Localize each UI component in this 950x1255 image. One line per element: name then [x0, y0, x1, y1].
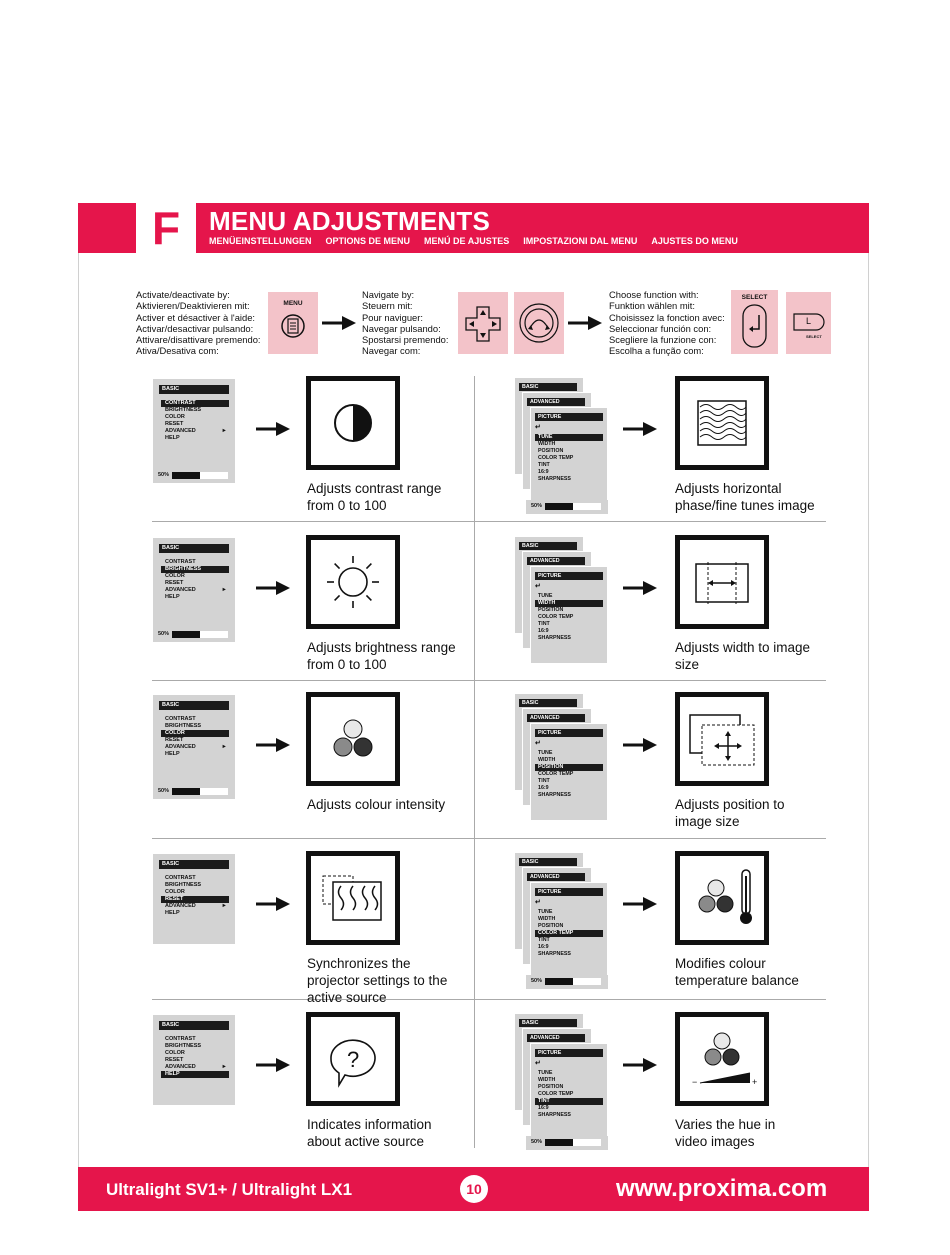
- instruction-line: Choisissez la fonction avec:: [609, 311, 725, 323]
- color-circles-icon: [311, 697, 395, 781]
- description-line: size: [675, 657, 700, 672]
- submenu-arrow-icon: ►: [221, 587, 227, 593]
- joystick-key: [514, 292, 564, 354]
- description: [307, 955, 447, 1006]
- menu-item: [161, 1057, 229, 1064]
- menu-item: [161, 737, 229, 744]
- instruction-line: Seleccionar función con:: [609, 322, 712, 334]
- menu-title: PICTURE: [535, 413, 603, 421]
- menu-title: ADVANCED: [527, 714, 585, 722]
- level-label: 50%: [158, 472, 170, 478]
- level-bar: [153, 785, 235, 799]
- menu-item: [161, 910, 229, 917]
- menu-item: [161, 573, 229, 580]
- menu-item: TINT: [538, 937, 550, 943]
- svg-text:+: +: [752, 1077, 758, 1087]
- choose-instructions: [609, 289, 725, 357]
- back-arrow-icon: ↵: [535, 899, 541, 906]
- column-divider: [474, 376, 475, 1148]
- menu-item: [161, 744, 229, 751]
- menu-item-label: COLOR: [165, 573, 185, 579]
- arrow-icon: [623, 581, 657, 595]
- instruction-line: Attivare/disattivare premendo:: [136, 334, 261, 346]
- menu-item: POSITION: [538, 448, 564, 454]
- illustration-box: [675, 851, 769, 945]
- menu-item: SHARPNESS: [538, 635, 571, 641]
- subtitle-fr: OPTIONS DE MENU: [325, 236, 411, 246]
- menu-item: POSITION: [538, 1084, 564, 1090]
- menu-item: TUNE: [538, 909, 553, 915]
- description: [675, 480, 815, 514]
- menu-item-label: BRIGHTNESS: [165, 723, 202, 729]
- menu-item-label: CONTRAST: [165, 400, 196, 406]
- menu-item: SHARPNESS: [538, 476, 571, 482]
- level-fill: [545, 978, 573, 985]
- menu-page: [530, 566, 608, 664]
- subtitle-pt: AJUSTES DO MENU: [651, 236, 738, 246]
- menu-item-label: ADVANCED: [165, 744, 196, 750]
- level-bar: [526, 1136, 608, 1150]
- level-label: 50%: [158, 631, 170, 637]
- menu-title: BASIC: [519, 1019, 577, 1027]
- remote-select-label: SELECT: [806, 334, 822, 339]
- back-arrow-icon: ↵: [535, 1060, 541, 1067]
- row-divider: [152, 999, 826, 1000]
- menu-item-label: HELP: [165, 910, 180, 916]
- level-fill: [545, 503, 573, 510]
- menu-item: [161, 414, 229, 421]
- menu-items: [161, 559, 229, 601]
- menu-item-label: CONTRAST: [165, 1036, 196, 1042]
- description: [307, 639, 456, 673]
- level-bar: [153, 628, 235, 642]
- menu-item: TINT: [538, 778, 550, 784]
- description-line: Adjusts horizontal: [675, 481, 782, 496]
- menu-item: [161, 716, 229, 723]
- row-divider: [152, 521, 826, 522]
- basic-menu-osd: [153, 379, 235, 469]
- advanced-menu-osd: [514, 693, 610, 803]
- sync-icon: [311, 856, 395, 940]
- tint-icon: [680, 1017, 764, 1101]
- submenu-arrow-icon: ►: [221, 903, 227, 909]
- illustration-box: [306, 376, 400, 470]
- menu-item: [161, 1071, 229, 1078]
- menu-item: COLOR TEMP: [538, 1091, 574, 1097]
- menu-item-label: BRIGHTNESS: [165, 882, 202, 888]
- menu-item: [161, 1050, 229, 1057]
- arrow-icon: [623, 1058, 657, 1072]
- menu-title: BASIC: [159, 1021, 229, 1030]
- menu-item: WIDTH: [538, 916, 556, 922]
- menu-item: TINT: [538, 621, 550, 627]
- menu-button-icon: [268, 292, 318, 354]
- menu-item-label: BRIGHTNESS: [165, 1043, 202, 1049]
- instruction-line: Funktion wählen mit:: [609, 300, 695, 312]
- remote-select-key: [786, 292, 831, 354]
- description: [675, 796, 785, 830]
- svg-text:−: −: [692, 1077, 698, 1087]
- product-name: Ultralight SV1+ / Ultralight LX1: [106, 1180, 353, 1199]
- menu-item: COLOR TEMP: [538, 455, 574, 461]
- menu-item-label: ADVANCED: [165, 903, 196, 909]
- instruction-line: Spostarsi premendo:: [362, 334, 449, 346]
- level-track: [172, 631, 228, 638]
- menu-item: POSITION: [535, 764, 603, 771]
- menu-page: [530, 723, 608, 821]
- menu-item: SHARPNESS: [538, 792, 571, 798]
- menu-item: [161, 1043, 229, 1050]
- menu-title: PICTURE: [535, 1049, 603, 1057]
- description-line: about active source: [307, 1134, 425, 1149]
- instruction-line: Activar/desactivar pulsando:: [136, 322, 254, 334]
- menu-item: [161, 400, 229, 407]
- advanced-menu-osd: [514, 852, 610, 962]
- level-track: [172, 788, 228, 795]
- menu-item: POSITION: [538, 607, 564, 613]
- thermometer-icon: [680, 856, 764, 940]
- arrow-icon: [256, 422, 290, 436]
- submenu-arrow-icon: ►: [221, 1064, 227, 1070]
- contrast-icon: [311, 381, 395, 465]
- menu-item: WIDTH: [538, 441, 556, 447]
- menu-item: [161, 882, 229, 889]
- arrow-icon: [256, 1058, 290, 1072]
- description: [675, 955, 799, 989]
- menu-item-label: ADVANCED: [165, 428, 196, 434]
- menu-item: [161, 587, 229, 594]
- description: [307, 1116, 432, 1150]
- arrow-icon: [623, 422, 657, 436]
- activate-instructions: [136, 289, 261, 357]
- submenu-arrow-icon: ►: [221, 744, 227, 750]
- menu-item-label: RESET: [165, 737, 184, 743]
- menu-item-label: RESET: [165, 421, 184, 427]
- dpad-icon: [458, 292, 508, 354]
- description: [675, 1116, 775, 1150]
- menu-item: [161, 435, 229, 442]
- arrow-icon: [256, 897, 290, 911]
- row-divider: [152, 680, 826, 681]
- description-line: Indicates information: [307, 1117, 432, 1132]
- sun-icon: [311, 540, 395, 624]
- menu-items: [535, 424, 603, 483]
- width-icon: [680, 540, 764, 624]
- description-line: video images: [675, 1134, 755, 1149]
- menu-title: ADVANCED: [527, 1034, 585, 1042]
- menu-item: [161, 566, 229, 573]
- description-line: Adjusts colour intensity: [307, 797, 446, 812]
- menu-item: [161, 594, 229, 601]
- menu-item: 16:9: [538, 628, 549, 634]
- level-label: 50%: [531, 978, 543, 984]
- menu-title: PICTURE: [535, 729, 603, 737]
- menu-item: [161, 1064, 229, 1071]
- menu-item-label: HELP: [165, 751, 180, 757]
- level-label: 50%: [531, 1139, 543, 1145]
- level-bar: [153, 469, 235, 483]
- instruction-line: Activate/deactivate by:: [136, 289, 230, 300]
- menu-item-label: RESET: [165, 1057, 184, 1063]
- level-fill: [172, 631, 200, 638]
- basic-menu-osd: [153, 1015, 235, 1105]
- level-track: [545, 1139, 601, 1146]
- menu-item: SHARPNESS: [538, 951, 571, 957]
- menu-title: BASIC: [519, 383, 577, 391]
- joystick-icon: [514, 292, 564, 354]
- menu-item: 16:9: [538, 785, 549, 791]
- position-icon: [680, 697, 764, 781]
- subtitle-de: MENÜEINSTELLUNGEN: [209, 236, 312, 246]
- arrow-icon: [623, 738, 657, 752]
- remote-l-label: L: [806, 316, 812, 326]
- description-line: Modifies colour: [675, 956, 766, 971]
- menu-item-label: ADVANCED: [165, 587, 196, 593]
- description-line: from 0 to 100: [307, 657, 387, 672]
- description: [675, 639, 810, 673]
- description-line: active source: [307, 990, 387, 1005]
- menu-item: [161, 875, 229, 882]
- subtitle-list: [209, 236, 738, 246]
- menu-item: COLOR TEMP: [535, 930, 603, 937]
- menu-item: POSITION: [538, 923, 564, 929]
- menu-item: [161, 428, 229, 435]
- menu-item: 16:9: [538, 469, 549, 475]
- menu-item-label: COLOR: [165, 414, 185, 420]
- instruction-line: Ativa/Desativa com:: [136, 345, 219, 357]
- page-title: MENU ADJUSTMENTS: [209, 206, 491, 236]
- instruction-line: Navegar pulsando:: [362, 322, 441, 334]
- menu-item-label: CONTRAST: [165, 875, 196, 881]
- menu-title: ADVANCED: [527, 557, 585, 565]
- illustration-box: [306, 692, 400, 786]
- menu-item: [161, 559, 229, 566]
- level-label: 50%: [531, 503, 543, 509]
- menu-title: BASIC: [519, 542, 577, 550]
- instruction-line: Navegar com:: [362, 345, 421, 357]
- menu-item-label: RESET: [165, 580, 184, 586]
- instruction-line: Steuern mit:: [362, 300, 413, 312]
- menu-item: WIDTH: [538, 757, 556, 763]
- menu-item: TUNE: [538, 750, 553, 756]
- menu-item: [161, 1036, 229, 1043]
- illustration-box: [675, 535, 769, 629]
- menu-items: [535, 740, 603, 799]
- menu-item: TINT: [538, 462, 550, 468]
- menu-item-label: COLOR: [165, 730, 185, 736]
- svg-text:?: ?: [347, 1047, 360, 1072]
- menu-item-label: HELP: [165, 435, 180, 441]
- menu-item: [161, 723, 229, 730]
- advanced-menu-osd: [514, 536, 610, 646]
- level-fill: [172, 472, 200, 479]
- description-line: Adjusts brightness range: [307, 640, 456, 655]
- menu-item: TINT: [535, 1098, 603, 1105]
- level-bar: [526, 975, 608, 989]
- website-url: www.proxima.com: [616, 1175, 828, 1202]
- menu-items: [535, 583, 603, 642]
- menu-page: [530, 1043, 608, 1141]
- menu-title: ADVANCED: [527, 873, 585, 881]
- instruction-line: Pour naviguer:: [362, 311, 423, 323]
- menu-page: [530, 407, 608, 505]
- instruction-line: Scegliere la funzione con:: [609, 334, 717, 346]
- description: [307, 480, 441, 514]
- illustration-box: [675, 692, 769, 786]
- back-arrow-icon: ↵: [535, 740, 541, 747]
- menu-title: ADVANCED: [527, 398, 585, 406]
- menu-item-label: HELP: [165, 1071, 180, 1077]
- instruction-line: Aktivieren/Deaktivieren mit:: [136, 300, 250, 312]
- menu-item: TUNE: [538, 1070, 553, 1076]
- arrow-icon: [623, 897, 657, 911]
- menu-items: [535, 1060, 603, 1119]
- illustration-box: [675, 1012, 769, 1106]
- menu-item-label: BRIGHTNESS: [165, 566, 202, 572]
- illustration-box: [306, 851, 400, 945]
- help-bubble-icon: [311, 1017, 395, 1101]
- description-line: image size: [675, 814, 740, 829]
- menu-item: [161, 896, 229, 903]
- menu-title: BASIC: [159, 385, 229, 394]
- menu-item: TUNE: [538, 593, 553, 599]
- wave-icon: [680, 381, 764, 465]
- back-arrow-icon: ↵: [535, 424, 541, 431]
- basic-menu-osd: [153, 854, 235, 944]
- description-line: from 0 to 100: [307, 498, 387, 513]
- advanced-menu-osd: [514, 377, 610, 487]
- level-label: 50%: [158, 788, 170, 794]
- menu-item: COLOR TEMP: [538, 771, 574, 777]
- navigate-instructions: [362, 289, 449, 357]
- back-arrow-icon: ↵: [535, 583, 541, 590]
- menu-item-label: BRIGHTNESS: [165, 407, 202, 413]
- select-key: [731, 290, 778, 354]
- level-fill: [172, 788, 200, 795]
- menu-title: BASIC: [159, 544, 229, 553]
- menu-item: [161, 580, 229, 587]
- description-line: temperature balance: [675, 973, 799, 988]
- menu-item-label: COLOR: [165, 889, 185, 895]
- menu-title: BASIC: [519, 699, 577, 707]
- menu-items: [161, 716, 229, 758]
- menu-items: [161, 1036, 229, 1078]
- menu-item-label: CONTRAST: [165, 559, 196, 565]
- menu-item: TUNE: [535, 434, 603, 441]
- arrow-icon: [256, 738, 290, 752]
- menu-items: [535, 899, 603, 958]
- menu-item: [161, 889, 229, 896]
- description-line: Adjusts width to image: [675, 640, 811, 655]
- menu-item-label: HELP: [165, 594, 180, 600]
- menu-item: [161, 421, 229, 428]
- arrow-icon: [568, 316, 602, 330]
- menu-item: WIDTH: [538, 1077, 556, 1083]
- level-track: [172, 472, 228, 479]
- menu-page: [530, 882, 608, 980]
- menu-title: BASIC: [159, 860, 229, 869]
- menu-item-label: RESET: [165, 896, 184, 902]
- description: [307, 796, 445, 813]
- menu-title: PICTURE: [535, 888, 603, 896]
- menu-title: BASIC: [519, 858, 577, 866]
- level-track: [545, 503, 601, 510]
- description-line: projector settings to the: [307, 973, 448, 988]
- select-key-label: SELECT: [741, 294, 768, 301]
- illustration-box: [306, 535, 400, 629]
- row-divider: [152, 838, 826, 839]
- description-line: Varies the hue in: [675, 1117, 776, 1132]
- menu-item-label: CONTRAST: [165, 716, 196, 722]
- menu-key-label: MENU: [283, 300, 303, 307]
- description-line: Adjusts contrast range: [307, 481, 442, 496]
- menu-item: [161, 903, 229, 910]
- instruction-line: Navigate by:: [362, 289, 415, 300]
- instruction-line: Activer et désactiver à l'aide:: [136, 311, 256, 323]
- menu-item: [161, 751, 229, 758]
- dpad-key: [458, 292, 508, 354]
- menu-title: BASIC: [159, 701, 229, 710]
- menu-title: PICTURE: [535, 572, 603, 580]
- description-line: Adjusts position to: [675, 797, 785, 812]
- level-track: [545, 978, 601, 985]
- instruction-line: Escolha a função com:: [609, 345, 704, 357]
- section-letter: F: [136, 203, 196, 253]
- menu-item: [161, 730, 229, 737]
- select-button-icon: [731, 290, 778, 354]
- advanced-menu-osd: [514, 1013, 610, 1123]
- basic-menu-osd: [153, 538, 235, 628]
- menu-item: SHARPNESS: [538, 1112, 571, 1118]
- submenu-arrow-icon: ►: [221, 428, 227, 434]
- menu-item: 16:9: [538, 944, 549, 950]
- basic-menu-osd: [153, 695, 235, 785]
- menu-item: 16:9: [538, 1105, 549, 1111]
- arrow-icon: [322, 316, 356, 330]
- menu-item: WIDTH: [535, 600, 603, 607]
- description-line: Synchronizes the: [307, 956, 411, 971]
- menu-key: [268, 292, 318, 354]
- menu-items: [161, 400, 229, 442]
- menu-item-label: ADVANCED: [165, 1064, 196, 1070]
- menu-items: [161, 875, 229, 917]
- instruction-line: Choose function with:: [609, 289, 699, 300]
- level-fill: [545, 1139, 573, 1146]
- menu-item-label: COLOR: [165, 1050, 185, 1056]
- page-number: 10: [460, 1175, 488, 1203]
- subtitle-es: MENÚ DE AJUSTES: [424, 236, 510, 246]
- menu-item: COLOR TEMP: [538, 614, 574, 620]
- illustration-box: [306, 1012, 400, 1106]
- illustration-box: [675, 376, 769, 470]
- menu-item: [161, 407, 229, 414]
- description-line: phase/fine tunes image: [675, 498, 815, 513]
- subtitle-it: IMPOSTAZIONI DAL MENU: [523, 236, 638, 246]
- arrow-icon: [256, 581, 290, 595]
- level-bar: [526, 500, 608, 514]
